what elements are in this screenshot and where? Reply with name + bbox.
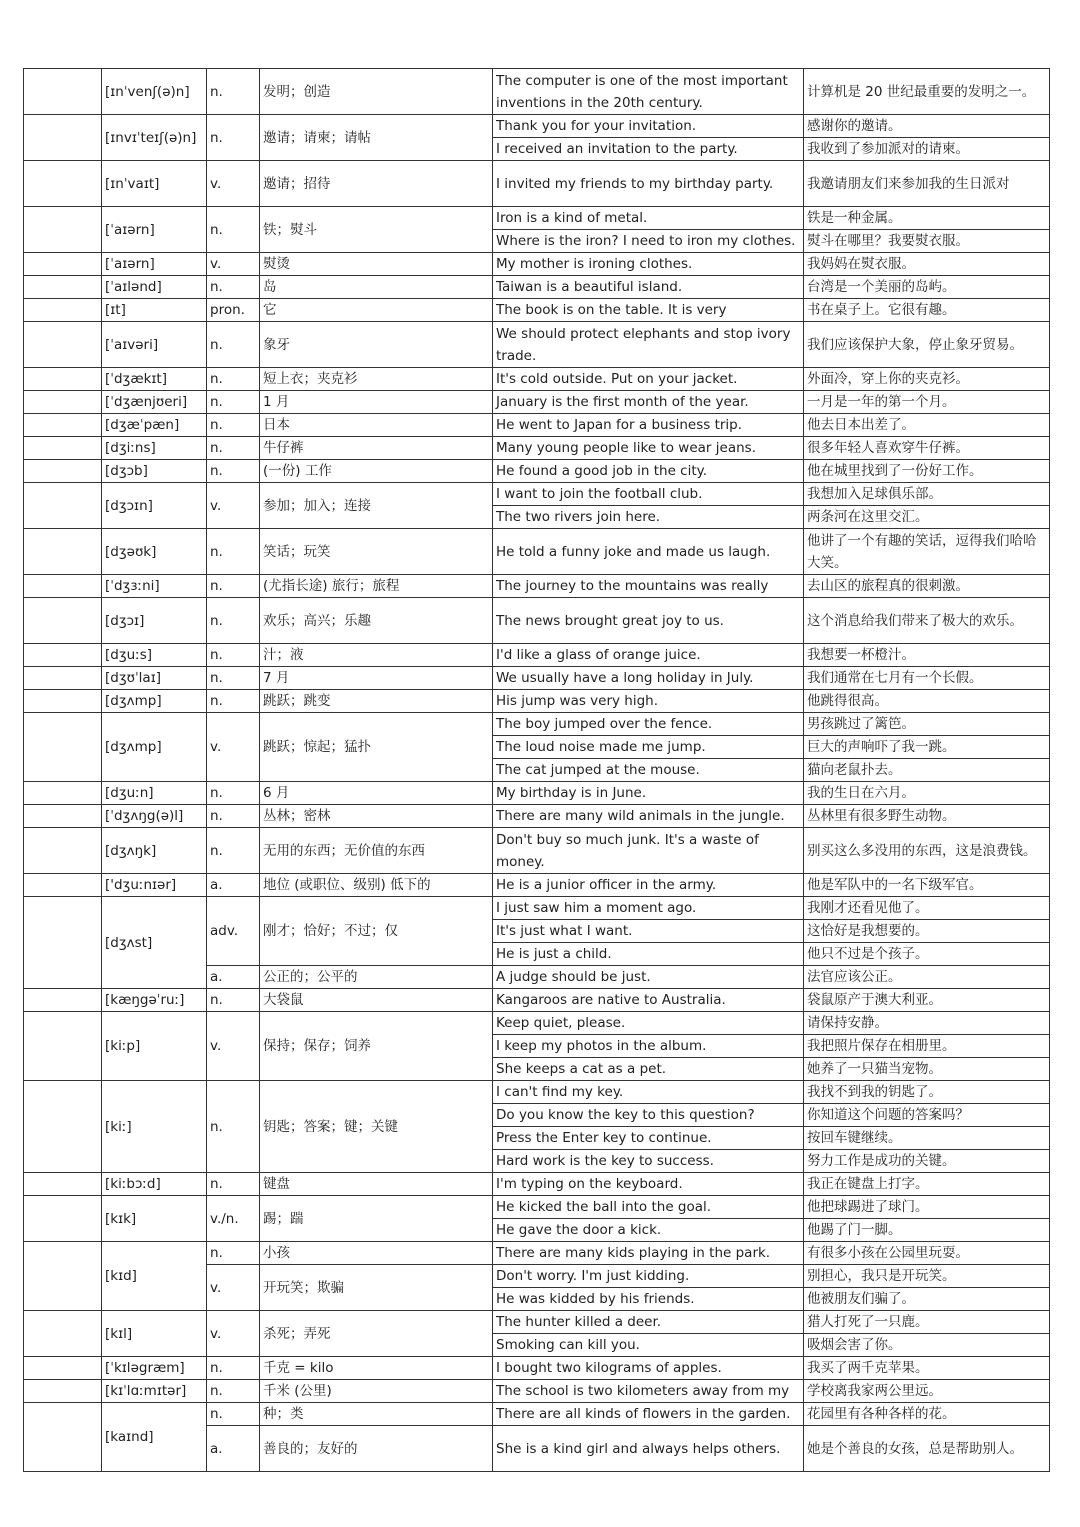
- example-cell: Kangaroos are native to Australia.: [493, 989, 804, 1012]
- pos-cell: v.: [207, 1265, 260, 1311]
- ipa-cell: [dʒiːns]: [102, 437, 207, 460]
- translation-cell: 台湾是一个美丽的岛屿。: [804, 276, 1050, 299]
- meaning-cell: 汁；液: [260, 644, 493, 667]
- vocabulary-table-body: [24, 69, 1050, 1472]
- word-cell: [24, 1196, 102, 1242]
- translation-cell: 计算机是 20 世纪最重要的发明之一。: [804, 69, 1050, 115]
- example-cell: He is a junior officer in the army.: [493, 874, 804, 897]
- example-cell: Iron is a kind of metal.: [493, 207, 804, 230]
- table-row: [24, 1357, 1050, 1380]
- ipa-cell: [ˈdʒɜːni]: [102, 575, 207, 598]
- example-cell: The boy jumped over the fence.: [493, 713, 804, 736]
- pos-cell: a.: [207, 1426, 260, 1472]
- pos-cell: a.: [207, 874, 260, 897]
- meaning-cell: 刚才；恰好；不过；仅: [260, 897, 493, 966]
- example-cell: I keep my photos in the album.: [493, 1035, 804, 1058]
- pos-cell: n.: [207, 1403, 260, 1426]
- example-cell: The book is on the table. It is very: [493, 299, 804, 322]
- pos-cell: n.: [207, 207, 260, 253]
- example-cell: Smoking can kill you.: [493, 1334, 804, 1357]
- example-cell: Don't buy so much junk. It's a waste of money.: [493, 828, 804, 874]
- example-cell: Don't worry. I'm just kidding.: [493, 1265, 804, 1288]
- table-row: [24, 713, 1050, 736]
- table-row: [24, 690, 1050, 713]
- table-row: [24, 989, 1050, 1012]
- pos-cell: n.: [207, 276, 260, 299]
- ipa-cell: [kiːp]: [102, 1012, 207, 1081]
- pos-cell: pron.: [207, 299, 260, 322]
- pos-cell: v./n.: [207, 1196, 260, 1242]
- example-cell: He gave the door a kick.: [493, 1219, 804, 1242]
- meaning-cell: 牛仔裤: [260, 437, 493, 460]
- example-cell: The school is two kilometers away from my: [493, 1380, 804, 1403]
- example-cell: There are all kinds of flowers in the garden.: [493, 1403, 804, 1426]
- ipa-cell: [dʒɔɪn]: [102, 483, 207, 529]
- table-row: [24, 207, 1050, 230]
- pos-cell: v.: [207, 1012, 260, 1081]
- example-cell: I received an invitation to the party.: [493, 138, 804, 161]
- example-cell: My mother is ironing clothes.: [493, 253, 804, 276]
- pos-cell: n.: [207, 1380, 260, 1403]
- ipa-cell: ['dʒuːnɪər]: [102, 874, 207, 897]
- word-cell: [24, 1081, 102, 1173]
- table-row: [24, 667, 1050, 690]
- translation-cell: 请保持安静。: [804, 1012, 1050, 1035]
- meaning-cell: 日本: [260, 414, 493, 437]
- translation-cell: 吸烟会害了你。: [804, 1334, 1050, 1357]
- pos-cell: n.: [207, 1173, 260, 1196]
- ipa-cell: [ɪnˈvenʃ(ə)n]: [102, 69, 207, 115]
- meaning-cell: 大袋鼠: [260, 989, 493, 1012]
- pos-cell: n.: [207, 805, 260, 828]
- translation-cell: 猎人打死了一只鹿。: [804, 1311, 1050, 1334]
- translation-cell: 你知道这个问题的答案吗？: [804, 1104, 1050, 1127]
- meaning-cell: 跳跃；惊起；猛扑: [260, 713, 493, 782]
- example-cell: I can't find my key.: [493, 1081, 804, 1104]
- ipa-cell: [ɪnvɪˈteɪʃ(ə)n]: [102, 115, 207, 161]
- example-cell: I'm typing on the keyboard.: [493, 1173, 804, 1196]
- meaning-cell: 种；类: [260, 1403, 493, 1426]
- translation-cell: 猫向老鼠扑去。: [804, 759, 1050, 782]
- ipa-cell: [dʒæˈpæn]: [102, 414, 207, 437]
- meaning-cell: 丛林；密林: [260, 805, 493, 828]
- table-row: [24, 253, 1050, 276]
- table-row: [24, 391, 1050, 414]
- word-cell: [24, 828, 102, 874]
- word-cell: [24, 644, 102, 667]
- table-row: [24, 1242, 1050, 1265]
- table-row: [24, 598, 1050, 644]
- table-row: [24, 460, 1050, 483]
- example-cell: There are many wild animals in the jungle.: [493, 805, 804, 828]
- vocabulary-table: [23, 68, 1050, 1472]
- meaning-cell: 短上衣；夹克衫: [260, 368, 493, 391]
- word-cell: [24, 529, 102, 575]
- word-cell: [24, 989, 102, 1012]
- ipa-cell: [kiː]: [102, 1081, 207, 1173]
- translation-cell: 她养了一只猫当宠物。: [804, 1058, 1050, 1081]
- meaning-cell: 踢；踹: [260, 1196, 493, 1242]
- meaning-cell: 小孩: [260, 1242, 493, 1265]
- translation-cell: 我的生日在六月。: [804, 782, 1050, 805]
- word-cell: [24, 575, 102, 598]
- example-cell: It's just what I want.: [493, 920, 804, 943]
- example-cell: Where is the iron? I need to iron my clothes.: [493, 230, 804, 253]
- word-cell: [24, 115, 102, 161]
- ipa-cell: [dʒuːs]: [102, 644, 207, 667]
- example-cell: The hunter killed a deer.: [493, 1311, 804, 1334]
- ipa-cell: [ˈkɪləgræm]: [102, 1357, 207, 1380]
- table-row: [24, 1081, 1050, 1104]
- ipa-cell: [ˈdʒækɪt]: [102, 368, 207, 391]
- example-cell: The computer is one of the most important inventions in the 20th century.: [493, 69, 804, 115]
- translation-cell: 他讲了一个有趣的笑话，逗得我们哈哈大笑。: [804, 529, 1050, 575]
- translation-cell: 他在城里找到了一份好工作。: [804, 460, 1050, 483]
- ipa-cell: [kɪk]: [102, 1196, 207, 1242]
- table-row: [24, 299, 1050, 322]
- pos-cell: v.: [207, 253, 260, 276]
- translation-cell: 我把照片保存在相册里。: [804, 1035, 1050, 1058]
- pos-cell: n.: [207, 1081, 260, 1173]
- translation-cell: 努力工作是成功的关键。: [804, 1150, 1050, 1173]
- ipa-cell: [kæŋgəˈruː]: [102, 989, 207, 1012]
- meaning-cell: 跳跃；跳变: [260, 690, 493, 713]
- table-row: [24, 1173, 1050, 1196]
- meaning-cell: 6 月: [260, 782, 493, 805]
- translation-cell: 男孩跳过了篱笆。: [804, 713, 1050, 736]
- translation-cell: 去山区的旅程真的很刺激。: [804, 575, 1050, 598]
- translation-cell: 我邀请朋友们来参加我的生日派对: [804, 161, 1050, 207]
- word-cell: [24, 1357, 102, 1380]
- ipa-cell: [kaɪnd]: [102, 1403, 207, 1472]
- word-cell: [24, 667, 102, 690]
- example-cell: A judge should be just.: [493, 966, 804, 989]
- word-cell: [24, 1012, 102, 1081]
- example-cell: Do you know the key to this question?: [493, 1104, 804, 1127]
- translation-cell: 铁是一种金属。: [804, 207, 1050, 230]
- ipa-cell: [dʒʌmp]: [102, 690, 207, 713]
- meaning-cell: 地位 (或职位、级别) 低下的: [260, 874, 493, 897]
- example-cell: Press the Enter key to continue.: [493, 1127, 804, 1150]
- word-cell: [24, 1311, 102, 1357]
- table-row: [24, 1380, 1050, 1403]
- ipa-cell: [ˈaɪvəri]: [102, 322, 207, 368]
- example-cell: Hard work is the key to success.: [493, 1150, 804, 1173]
- ipa-cell: [kɪd]: [102, 1242, 207, 1311]
- word-cell: [24, 414, 102, 437]
- word-cell: [24, 391, 102, 414]
- example-cell: My birthday is in June.: [493, 782, 804, 805]
- table-row: [24, 368, 1050, 391]
- word-cell: [24, 598, 102, 644]
- translation-cell: 我收到了参加派对的请柬。: [804, 138, 1050, 161]
- pos-cell: n.: [207, 667, 260, 690]
- example-cell: Thank you for your invitation.: [493, 115, 804, 138]
- table-row: [24, 161, 1050, 207]
- pos-cell: n.: [207, 391, 260, 414]
- table-row: [24, 1196, 1050, 1219]
- table-row: [24, 115, 1050, 138]
- ipa-cell: [dʒuːn]: [102, 782, 207, 805]
- meaning-cell: 发明；创造: [260, 69, 493, 115]
- example-cell: He went to Japan for a business trip.: [493, 414, 804, 437]
- example-cell: It's cold outside. Put on your jacket.: [493, 368, 804, 391]
- ipa-cell: [dʒʌŋk]: [102, 828, 207, 874]
- example-cell: Taiwan is a beautiful island.: [493, 276, 804, 299]
- pos-cell: n.: [207, 690, 260, 713]
- pos-cell: n.: [207, 989, 260, 1012]
- meaning-cell: 7 月: [260, 667, 493, 690]
- translation-cell: 他只不过是个孩子。: [804, 943, 1050, 966]
- example-cell: We usually have a long holiday in July.: [493, 667, 804, 690]
- meaning-cell: 岛: [260, 276, 493, 299]
- example-cell: I invited my friends to my birthday party.: [493, 161, 804, 207]
- translation-cell: 他踢了门一脚。: [804, 1219, 1050, 1242]
- example-cell: She is a kind girl and always helps others.: [493, 1426, 804, 1472]
- pos-cell: v.: [207, 161, 260, 207]
- translation-cell: 她是个善良的女孩，总是帮助别人。: [804, 1426, 1050, 1472]
- ipa-cell: [kɪˈlɑːmɪtər]: [102, 1380, 207, 1403]
- ipa-cell: [ˈdʒænjʊeri]: [102, 391, 207, 414]
- pos-cell: n.: [207, 69, 260, 115]
- ipa-cell: [ɪt]: [102, 299, 207, 322]
- meaning-cell: (尤指长途) 旅行；旅程: [260, 575, 493, 598]
- translation-cell: 这恰好是我想要的。: [804, 920, 1050, 943]
- meaning-cell: 千克 = kilo: [260, 1357, 493, 1380]
- translation-cell: 巨大的声响吓了我一跳。: [804, 736, 1050, 759]
- pos-cell: v.: [207, 483, 260, 529]
- pos-cell: n.: [207, 1242, 260, 1265]
- translation-cell: 外面冷，穿上你的夹克衫。: [804, 368, 1050, 391]
- ipa-cell: [dʒʌmp]: [102, 713, 207, 782]
- pos-cell: n.: [207, 414, 260, 437]
- translation-cell: 他去日本出差了。: [804, 414, 1050, 437]
- pos-cell: adv.: [207, 897, 260, 966]
- example-cell: I want to join the football club.: [493, 483, 804, 506]
- word-cell: [24, 1403, 102, 1472]
- translation-cell: 有很多小孩在公园里玩耍。: [804, 1242, 1050, 1265]
- table-row: [24, 1012, 1050, 1035]
- table-row: [24, 644, 1050, 667]
- example-cell: Keep quiet, please.: [493, 1012, 804, 1035]
- table-row: [24, 575, 1050, 598]
- pos-cell: v.: [207, 1311, 260, 1357]
- pos-cell: n.: [207, 644, 260, 667]
- meaning-cell: 1 月: [260, 391, 493, 414]
- example-cell: He found a good job in the city.: [493, 460, 804, 483]
- meaning-cell: 保持；保存；饲养: [260, 1012, 493, 1081]
- example-cell: She keeps a cat as a pet.: [493, 1058, 804, 1081]
- meaning-cell: 它: [260, 299, 493, 322]
- meaning-cell: 开玩笑；欺骗: [260, 1265, 493, 1311]
- word-cell: [24, 1380, 102, 1403]
- pos-cell: a.: [207, 966, 260, 989]
- meaning-cell: 钥匙；答案；键；关键: [260, 1081, 493, 1173]
- translation-cell: 他被朋友们骗了。: [804, 1288, 1050, 1311]
- translation-cell: 一月是一年的第一个月。: [804, 391, 1050, 414]
- example-cell: I bought two kilograms of apples.: [493, 1357, 804, 1380]
- ipa-cell: [kɪl]: [102, 1311, 207, 1357]
- pos-cell: n.: [207, 828, 260, 874]
- word-cell: [24, 460, 102, 483]
- example-cell: He was kidded by his friends.: [493, 1288, 804, 1311]
- table-row: [24, 1311, 1050, 1334]
- ipa-cell: [dʒɔɪ]: [102, 598, 207, 644]
- table-row: [24, 322, 1050, 368]
- translation-cell: 花园里有各种各样的花。: [804, 1403, 1050, 1426]
- ipa-cell: [dʒəʊk]: [102, 529, 207, 575]
- meaning-cell: 象牙: [260, 322, 493, 368]
- ipa-cell: [dʒɔb]: [102, 460, 207, 483]
- table-row: [24, 874, 1050, 897]
- pos-cell: v.: [207, 713, 260, 782]
- translation-cell: 我想要一杯橙汁。: [804, 644, 1050, 667]
- meaning-cell: 善良的；友好的: [260, 1426, 493, 1472]
- example-cell: There are many kids playing in the park.: [493, 1242, 804, 1265]
- meaning-cell: (一份) 工作: [260, 460, 493, 483]
- pos-cell: n.: [207, 460, 260, 483]
- translation-cell: 法官应该公正。: [804, 966, 1050, 989]
- table-row: [24, 529, 1050, 575]
- translation-cell: 我们通常在七月有一个长假。: [804, 667, 1050, 690]
- word-cell: [24, 805, 102, 828]
- meaning-cell: 欢乐；高兴；乐趣: [260, 598, 493, 644]
- pos-cell: n.: [207, 1357, 260, 1380]
- ipa-cell: [ˈaɪərn]: [102, 207, 207, 253]
- translation-cell: 这个消息给我们带来了极大的欢乐。: [804, 598, 1050, 644]
- meaning-cell: 邀请；招待: [260, 161, 493, 207]
- example-cell: He told a funny joke and made us laugh.: [493, 529, 804, 575]
- meaning-cell: 邀请；请柬；请帖: [260, 115, 493, 161]
- table-row: [24, 897, 1050, 920]
- translation-cell: 很多年轻人喜欢穿牛仔裤。: [804, 437, 1050, 460]
- word-cell: [24, 368, 102, 391]
- word-cell: [24, 782, 102, 805]
- word-cell: [24, 253, 102, 276]
- table-row: [24, 782, 1050, 805]
- example-cell: January is the first month of the year.: [493, 391, 804, 414]
- translation-cell: 我想加入足球俱乐部。: [804, 483, 1050, 506]
- word-cell: [24, 161, 102, 207]
- translation-cell: 他是军队中的一名下级军官。: [804, 874, 1050, 897]
- word-cell: [24, 713, 102, 782]
- example-cell: I'd like a glass of orange juice.: [493, 644, 804, 667]
- example-cell: I just saw him a moment ago.: [493, 897, 804, 920]
- translation-cell: 我正在键盘上打字。: [804, 1173, 1050, 1196]
- meaning-cell: 笑话；玩笑: [260, 529, 493, 575]
- table-row: [24, 69, 1050, 115]
- word-cell: [24, 207, 102, 253]
- pos-cell: n.: [207, 115, 260, 161]
- word-cell: [24, 483, 102, 529]
- table-row: [24, 276, 1050, 299]
- pos-cell: n.: [207, 322, 260, 368]
- example-cell: He is just a child.: [493, 943, 804, 966]
- meaning-cell: 千米 (公里): [260, 1380, 493, 1403]
- example-cell: The cat jumped at the mouse.: [493, 759, 804, 782]
- meaning-cell: 键盘: [260, 1173, 493, 1196]
- ipa-cell: [ˈaɪərn]: [102, 253, 207, 276]
- table-row: [24, 414, 1050, 437]
- translation-cell: 两条河在这里交汇。: [804, 506, 1050, 529]
- meaning-cell: 杀死；弄死: [260, 1311, 493, 1357]
- word-cell: [24, 69, 102, 115]
- pos-cell: n.: [207, 575, 260, 598]
- translation-cell: 丛林里有很多野生动物。: [804, 805, 1050, 828]
- example-cell: We should protect elephants and stop ivory trade.: [493, 322, 804, 368]
- translation-cell: 他把球踢进了球门。: [804, 1196, 1050, 1219]
- translation-cell: 书在桌子上。它很有趣。: [804, 299, 1050, 322]
- pos-cell: n.: [207, 368, 260, 391]
- translation-cell: 按回车键继续。: [804, 1127, 1050, 1150]
- ipa-cell: [ˈaɪlənd]: [102, 276, 207, 299]
- word-cell: [24, 1242, 102, 1311]
- translation-cell: 感谢你的邀请。: [804, 115, 1050, 138]
- example-cell: The loud noise made me jump.: [493, 736, 804, 759]
- translation-cell: 学校离我家两公里远。: [804, 1380, 1050, 1403]
- table-row: [24, 828, 1050, 874]
- translation-cell: 我找不到我的钥匙了。: [804, 1081, 1050, 1104]
- meaning-cell: 熨烫: [260, 253, 493, 276]
- table-row: [24, 805, 1050, 828]
- table-row: [24, 483, 1050, 506]
- meaning-cell: 公正的；公平的: [260, 966, 493, 989]
- translation-cell: 我买了两千克苹果。: [804, 1357, 1050, 1380]
- ipa-cell: [dʒʊˈlaɪ]: [102, 667, 207, 690]
- ipa-cell: [ɪnˈvaɪt]: [102, 161, 207, 207]
- translation-cell: 他跳得很高。: [804, 690, 1050, 713]
- word-cell: [24, 897, 102, 989]
- translation-cell: 别买这么多没用的东西，这是浪费钱。: [804, 828, 1050, 874]
- translation-cell: 我刚才还看见他了。: [804, 897, 1050, 920]
- word-cell: [24, 437, 102, 460]
- translation-cell: 我妈妈在熨衣服。: [804, 253, 1050, 276]
- table-row: [24, 1403, 1050, 1426]
- meaning-cell: 无用的东西；无价值的东西: [260, 828, 493, 874]
- pos-cell: n.: [207, 437, 260, 460]
- example-cell: The two rivers join here.: [493, 506, 804, 529]
- example-cell: The journey to the mountains was really: [493, 575, 804, 598]
- example-cell: His jump was very high.: [493, 690, 804, 713]
- translation-cell: 我们应该保护大象，停止象牙贸易。: [804, 322, 1050, 368]
- ipa-cell: [ˈdʒʌŋg(ə)l]: [102, 805, 207, 828]
- pos-cell: n.: [207, 782, 260, 805]
- word-cell: [24, 874, 102, 897]
- word-cell: [24, 690, 102, 713]
- pos-cell: n.: [207, 529, 260, 575]
- example-cell: He kicked the ball into the goal.: [493, 1196, 804, 1219]
- example-cell: The news brought great joy to us.: [493, 598, 804, 644]
- meaning-cell: 参加；加入；连接: [260, 483, 493, 529]
- word-cell: [24, 322, 102, 368]
- meaning-cell: 铁；熨斗: [260, 207, 493, 253]
- word-cell: [24, 299, 102, 322]
- translation-cell: 袋鼠原产于澳大利亚。: [804, 989, 1050, 1012]
- ipa-cell: [kiːbɔːd]: [102, 1173, 207, 1196]
- translation-cell: 别担心，我只是开玩笑。: [804, 1265, 1050, 1288]
- ipa-cell: [dʒʌst]: [102, 897, 207, 989]
- translation-cell: 熨斗在哪里？我要熨衣服。: [804, 230, 1050, 253]
- table-row: [24, 437, 1050, 460]
- example-cell: Many young people like to wear jeans.: [493, 437, 804, 460]
- pos-cell: n.: [207, 598, 260, 644]
- word-cell: [24, 1173, 102, 1196]
- word-cell: [24, 276, 102, 299]
